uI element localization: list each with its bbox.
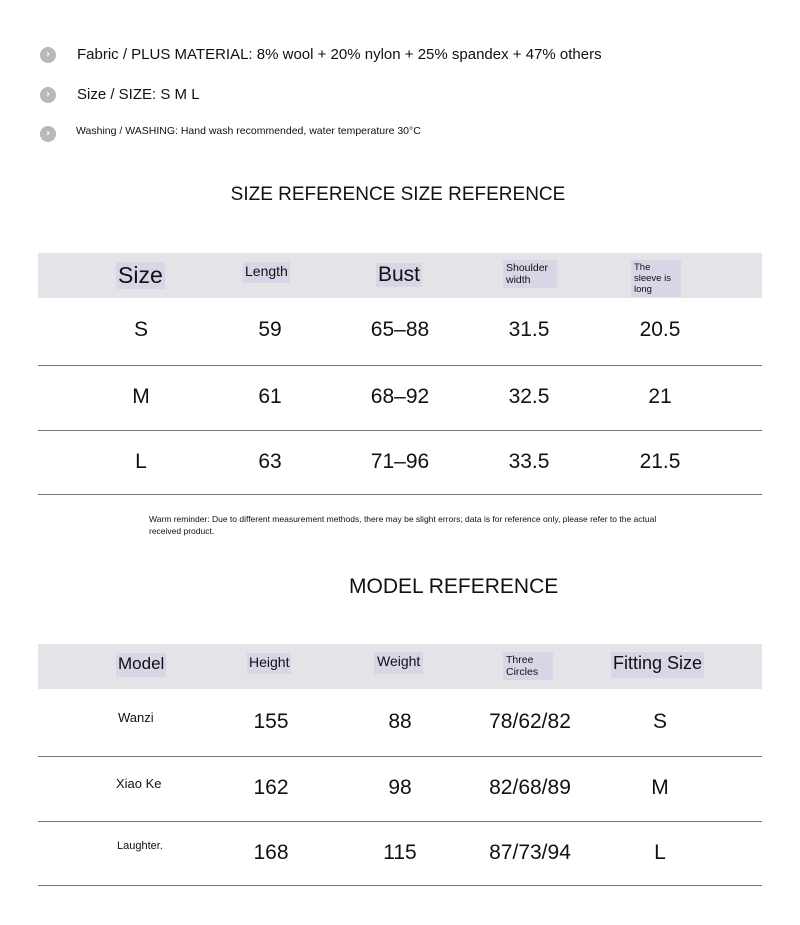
header-size: Size — [118, 262, 163, 288]
cell-weight: 115 — [383, 841, 417, 864]
size-reference-table — [38, 253, 762, 495]
cell-length: 63 — [258, 450, 282, 473]
cell-height: 162 — [253, 776, 289, 799]
cell-size: M — [132, 385, 150, 408]
size-reference-title: SIZE REFERENCE SIZE REFERENCE — [230, 184, 566, 205]
cell-fitting-size: S — [652, 710, 668, 733]
table-row — [38, 822, 762, 886]
cell-sleeve: 20.5 — [639, 318, 681, 341]
spec-item-fabric — [40, 46, 602, 63]
chevron-right-icon: › — [40, 126, 56, 142]
cell-weight: 88 — [388, 710, 412, 733]
cell-sleeve: 21 — [648, 385, 672, 408]
table-header — [38, 253, 762, 298]
cell-three-circles: 82/68/89 — [489, 776, 571, 799]
header-length: Length — [243, 262, 290, 283]
header-three-circles: Three Circles — [503, 652, 553, 680]
spec-item-washing — [40, 120, 421, 142]
chevron-right-icon: › — [40, 47, 56, 63]
cell-bust: 68–92 — [370, 385, 430, 408]
cell-fitting-size: M — [651, 776, 669, 799]
header-shoulder-width: Shoulder width — [503, 260, 557, 288]
cell-shoulder: 33.5 — [508, 450, 550, 473]
cell-bust: 71–96 — [370, 450, 430, 473]
table-row — [38, 366, 762, 431]
table-row — [38, 757, 762, 822]
table-row — [38, 431, 762, 495]
spec-text: Fabric / PLUS MATERIAL: 8% wool + 20% nylon + 25% spandex + 47% others — [77, 46, 602, 63]
header-weight: Weight — [374, 652, 423, 674]
cell-sleeve: 21.5 — [639, 450, 681, 473]
cell-three-circles: 87/73/94 — [489, 841, 571, 864]
cell-weight: 98 — [388, 776, 412, 799]
warm-reminder: Warm reminder: Due to different measurement methods, there may be slight errors; data is for reference only, please refer to the actual received product. — [149, 514, 657, 536]
header-bust: Bust — [378, 263, 421, 286]
cell-shoulder: 32.5 — [508, 385, 550, 408]
table-header — [38, 644, 762, 689]
header-fitting-size: Fitting Size — [611, 652, 704, 678]
cell-model: Wanzi — [118, 710, 154, 725]
cell-shoulder: 31.5 — [508, 318, 550, 341]
chevron-right-icon: › — [40, 87, 56, 103]
header-height: Height — [247, 653, 291, 674]
header-sleeve-length: The sleeve is long — [631, 260, 681, 297]
cell-height: 155 — [253, 710, 289, 733]
cell-model: Laughter. — [117, 840, 163, 852]
cell-bust: 65–88 — [370, 318, 430, 341]
table-row — [38, 298, 762, 366]
model-reference-table — [38, 644, 762, 886]
header-model: Model — [116, 653, 166, 677]
cell-length: 61 — [258, 385, 282, 408]
table-row — [38, 689, 762, 757]
cell-fitting-size: L — [654, 841, 666, 864]
cell-length: 59 — [258, 318, 282, 341]
cell-height: 168 — [253, 841, 289, 864]
cell-size: S — [133, 318, 149, 341]
model-reference-title: MODEL REFERENCE — [349, 575, 559, 598]
cell-three-circles: 78/62/82 — [489, 710, 571, 733]
spec-item-size — [40, 86, 200, 103]
spec-text: Size / SIZE: S M L — [77, 86, 200, 103]
cell-size: L — [135, 450, 147, 473]
cell-model: Xiao Ke — [116, 776, 162, 791]
spec-text: Washing / WASHING: Hand wash recommended, water temperature 30°C — [76, 125, 421, 137]
